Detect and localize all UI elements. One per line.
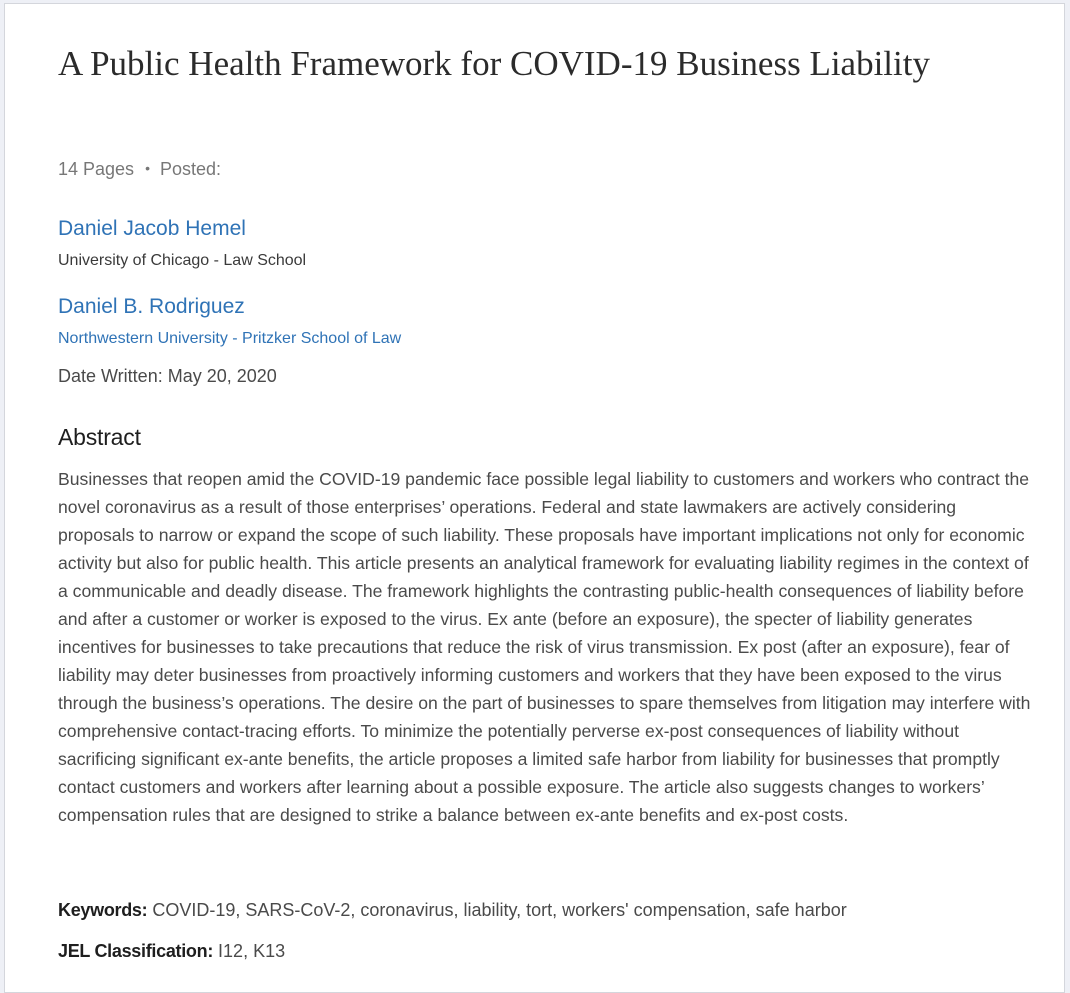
author-affiliation-hemel: University of Chicago - Law School bbox=[58, 252, 307, 269]
abstract-text: Businesses that reopen amid the COVID-19 pandemic face possible legal liability to customers and workers who contract the novel coronavirus as a result of those enterprises’ operations. Federal and state lawmakers are actively considering proposals to narrow or expand the scope of such liability. These proposals have important implications not only for economic activity but also for public health. This article presents an analytical framework for evaluating liability regimes in the context of a communicable and deadly disease. The framework highlights the contrasting public-health consequences of liability before and after a customer or worker is exposed to the virus. Ex ante (before an exposure), the specter of liability generates incentives for businesses to take precautions that reduce the risk of virus transmission. Ex post (after an exposure), fear of liability may deter businesses from proactively informing customers and workers that they have been exposed to the virus through the business’s operations. The desire on the part of businesses to spare themselves from litigation may interfere with comprehensive contact-tracing efforts. To minimize the potentially perverse ex-post consequences of liability without sacrificing significant ex-ante benefits, the article proposes a limited safe harbor from liability for businesses that promptly contact customers and workers after learning about a possible exposure. The article also suggests changes to workers’ compensation rules that are designed to strike a balance between ex-ante benefits and ex-post costs. bbox=[58, 469, 1031, 825]
keywords-label: Keywords: bbox=[58, 900, 148, 920]
keywords-value: COVID-19, SARS-CoV-2, coronavirus, liability, tort, workers' compensation, safe harbor bbox=[152, 900, 847, 920]
posted-label: Posted: bbox=[159, 159, 222, 179]
jel-value: I12, K13 bbox=[218, 941, 286, 961]
author-link-hemel[interactable]: Daniel Jacob Hemel bbox=[58, 217, 246, 240]
paper-title: A Public Health Framework for COVID-19 Business Liability bbox=[58, 44, 930, 83]
abstract-heading: Abstract bbox=[58, 424, 141, 450]
paper-meta bbox=[58, 159, 221, 180]
jel-label: JEL Classification: bbox=[58, 941, 214, 961]
date-written: Date Written: May 20, 2020 bbox=[58, 366, 277, 386]
author-link-rodriguez[interactable]: Daniel B. Rodriguez bbox=[58, 295, 245, 318]
jel-line bbox=[58, 941, 285, 962]
author-affiliation-rodriguez[interactable]: Northwestern University - Pritzker School of Law bbox=[58, 330, 402, 347]
paper-card bbox=[4, 3, 1065, 993]
meta-separator: • bbox=[145, 160, 150, 176]
page-count: 14 Pages bbox=[58, 159, 135, 179]
keywords-line bbox=[58, 900, 847, 921]
